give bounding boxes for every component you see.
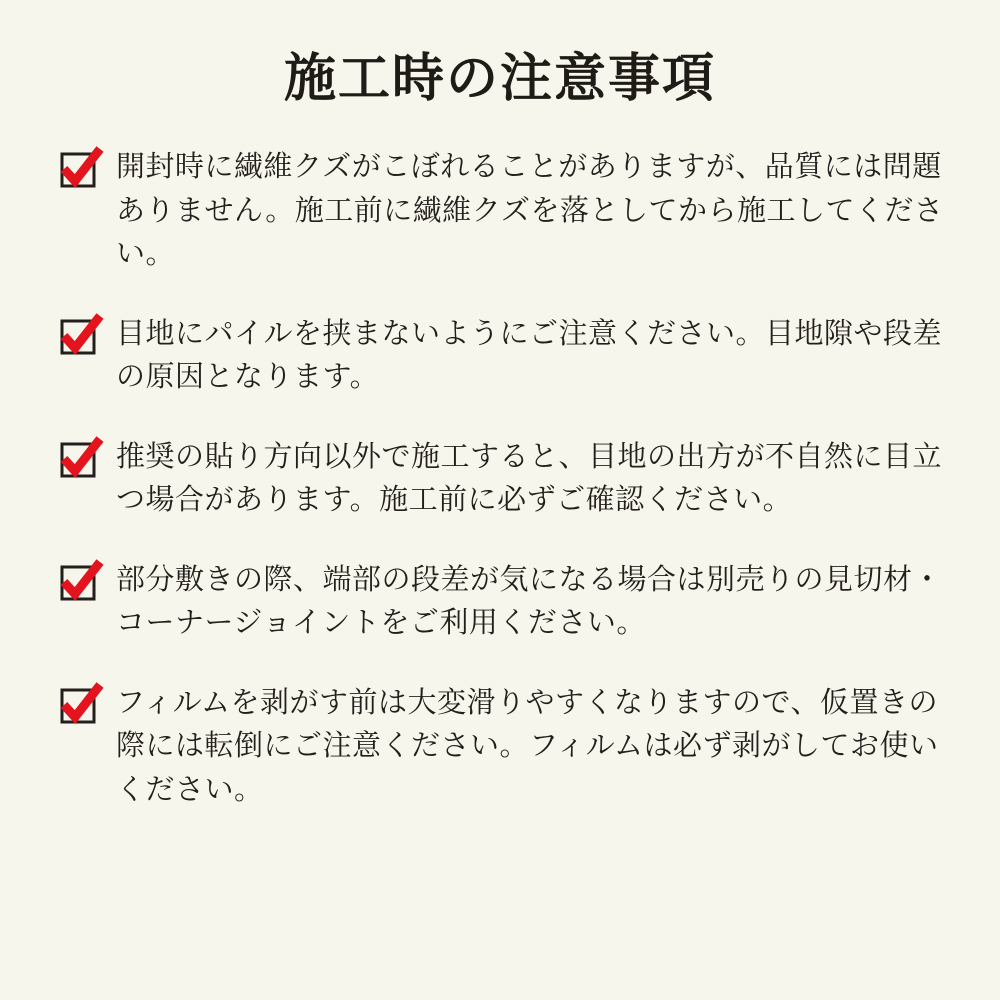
note-text: 部分敷きの際、端部の段差が気になる場合は別売りの見切材・コーナージョイントをご利用ください。 [116, 563, 943, 640]
list-item [60, 313, 944, 400]
list-item [60, 146, 944, 277]
note-text: 推奨の貼り方向以外で施工すると、目地の出方が不自然に目立つ場合があります。施工前に必ずご確認ください。 [116, 440, 943, 517]
note-text: 目地にパイルを挟まないようにご注意ください。目地隙や段差の原因となります。 [116, 317, 943, 394]
checkbox-checked-icon [60, 317, 100, 357]
list-item [60, 682, 944, 813]
note-text: 開封時に繊維クズがこぼれることがありますが、品質には問題ありません。施工前に繊維クズを落としてから施工してください。 [116, 151, 944, 271]
checkbox-checked-icon [60, 563, 100, 603]
list-item [60, 559, 944, 646]
checkbox-checked-icon [60, 440, 100, 480]
page-title: 施工時の注意事項 [283, 50, 716, 108]
checkbox-checked-icon [60, 686, 100, 726]
note-text: フィルムを剥がす前は大変滑りやすくなりますので、仮置きの際には転倒にご注意ください。フィルムは必ず剥がしてお使いください。 [116, 686, 939, 806]
notes-list [46, 146, 954, 812]
list-item [60, 436, 944, 523]
checkbox-checked-icon [60, 150, 100, 190]
